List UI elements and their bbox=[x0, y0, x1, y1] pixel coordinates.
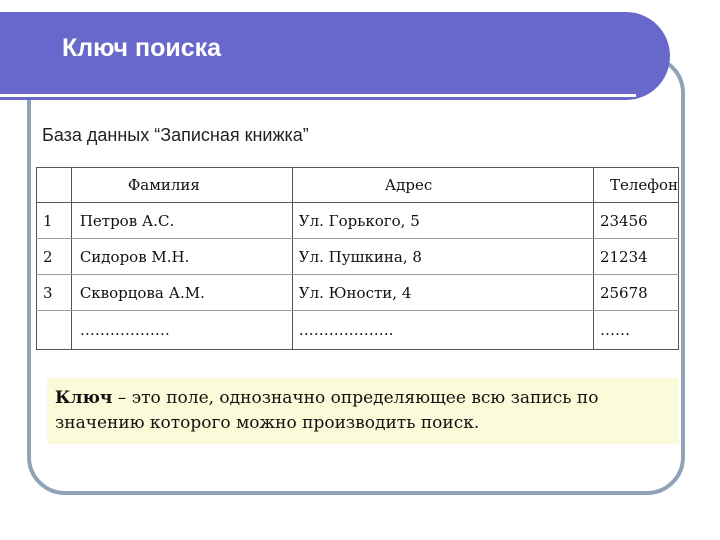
cell-phone: …… bbox=[593, 311, 678, 350]
cell-address: Ул. Горького, 5 bbox=[292, 203, 593, 239]
cell-surname: Скворцова А.М. bbox=[71, 275, 292, 311]
definition-text: – это поле, однозначно определяющее всю запись по значению которого можно производить поиск. bbox=[55, 388, 599, 433]
key-definition-box bbox=[47, 378, 679, 444]
address-book-table bbox=[36, 167, 679, 350]
header-surname: Фамилия bbox=[71, 168, 292, 203]
cell-number: 1 bbox=[37, 203, 72, 239]
cell-number: 3 bbox=[37, 275, 72, 311]
cell-address: ………………. bbox=[292, 311, 593, 350]
cell-surname: Сидоров М.Н. bbox=[71, 239, 292, 275]
cell-surname: Петров А.С. bbox=[71, 203, 292, 239]
slide-title: Ключ поиска bbox=[62, 34, 222, 62]
header-number bbox=[37, 168, 72, 203]
cell-number bbox=[37, 311, 72, 350]
banner-underline bbox=[0, 94, 636, 97]
cell-surname: ……………… bbox=[71, 311, 292, 350]
header-address: Адрес bbox=[292, 168, 593, 203]
cell-number: 2 bbox=[37, 239, 72, 275]
table-header-row bbox=[37, 168, 679, 203]
cell-address: Ул. Пушкина, 8 bbox=[292, 239, 593, 275]
cell-phone: 23456 bbox=[593, 203, 678, 239]
table-row-ellipsis bbox=[37, 311, 679, 350]
table-row bbox=[37, 239, 679, 275]
table-row bbox=[37, 203, 679, 239]
table-row bbox=[37, 275, 679, 311]
definition-term: Ключ bbox=[55, 388, 113, 408]
database-subtitle: База данных “Записная книжка” bbox=[42, 125, 309, 145]
header-phone: Телефон bbox=[593, 168, 678, 203]
cell-address: Ул. Юности, 4 bbox=[292, 275, 593, 311]
cell-phone: 21234 bbox=[593, 239, 678, 275]
cell-phone: 25678 bbox=[593, 275, 678, 311]
